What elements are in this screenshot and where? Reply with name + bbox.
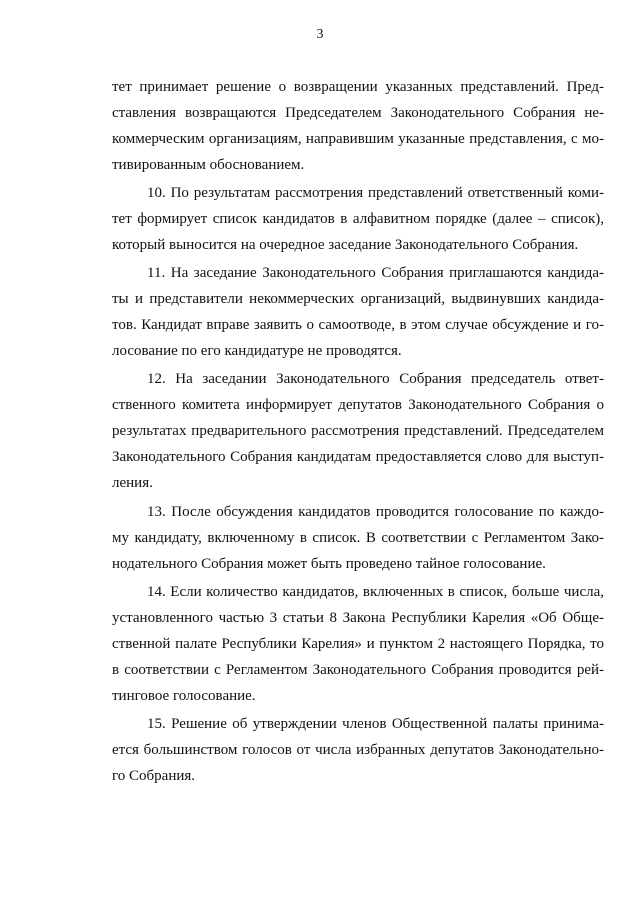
text-line: в соответствии с Регламентом Законодательного Собрания проводится рей-: [112, 662, 604, 678]
text-line: ется большинством голосов от числа избранных депутатов Законодательно-: [112, 742, 604, 758]
paragraph-12-line: 12. На заседании Законодательного Собрания председатель ответ-: [147, 371, 604, 387]
text-line: тивированным обоснованием.: [112, 157, 305, 173]
paragraph-13-line: 13. После обсуждения кандидатов проводится голосование по каждо-: [147, 504, 604, 520]
text-line: ты и представители некоммерческих организаций, выдвинувших кандида-: [112, 291, 604, 307]
text-line: ственной палате Республики Карелия» и пунктом 2 настоящего Порядка, то: [112, 636, 604, 652]
text-line: лосование по его кандидатуре не проводятся.: [112, 343, 402, 359]
paragraph-14-line: 14. Если количество кандидатов, включенных в список, больше числа,: [147, 584, 604, 600]
text-line: Законодательного Собрания кандидатам предоставляется слово для выступ-: [112, 449, 604, 465]
text-line: тов. Кандидат вправе заявить о самоотводе, в этом случае обсуждение и го-: [112, 317, 604, 333]
text-line: тет принимает решение о возвращении указанных представлений. Пред-: [112, 79, 604, 95]
text-line: тинговое голосование.: [112, 688, 256, 704]
text-line: тет формирует список кандидатов в алфавитном порядке (далее – список),: [112, 211, 604, 227]
text-line: который выносится на очередное заседание Законодательного Собрания.: [112, 237, 579, 253]
paragraph-11-line: 11. На заседание Законодательного Собрания приглашаются кандида-: [147, 265, 604, 281]
text-line: ления.: [112, 475, 153, 491]
paragraph-10-line: 10. По результатам рассмотрения представлений ответственный коми-: [147, 185, 604, 201]
text-line: нодательного Собрания может быть проведено тайное голосование.: [112, 556, 546, 572]
text-line: ственного комитета информирует депутатов Законодательного Собрания о: [112, 397, 604, 413]
page-number: 3: [316, 27, 324, 42]
text-line: му кандидату, включенному в список. В соответствии с Регламентом Зако-: [112, 530, 604, 546]
text-line: коммерческим организациям, направившим указанные представления, с мо-: [112, 131, 604, 147]
paragraph-15-line: 15. Решение об утверждении членов Общественной палаты принима-: [147, 716, 604, 732]
text-line: го Собрания.: [112, 768, 196, 784]
text-line: результатах предварительного рассмотрения представлений. Председателем: [112, 423, 604, 439]
text-line: установленного частью 3 статьи 8 Закона Республики Карелия «Об Обще-: [112, 610, 604, 626]
text-line: ставления возвращаются Председателем Законодательного Собрания не-: [112, 105, 604, 121]
